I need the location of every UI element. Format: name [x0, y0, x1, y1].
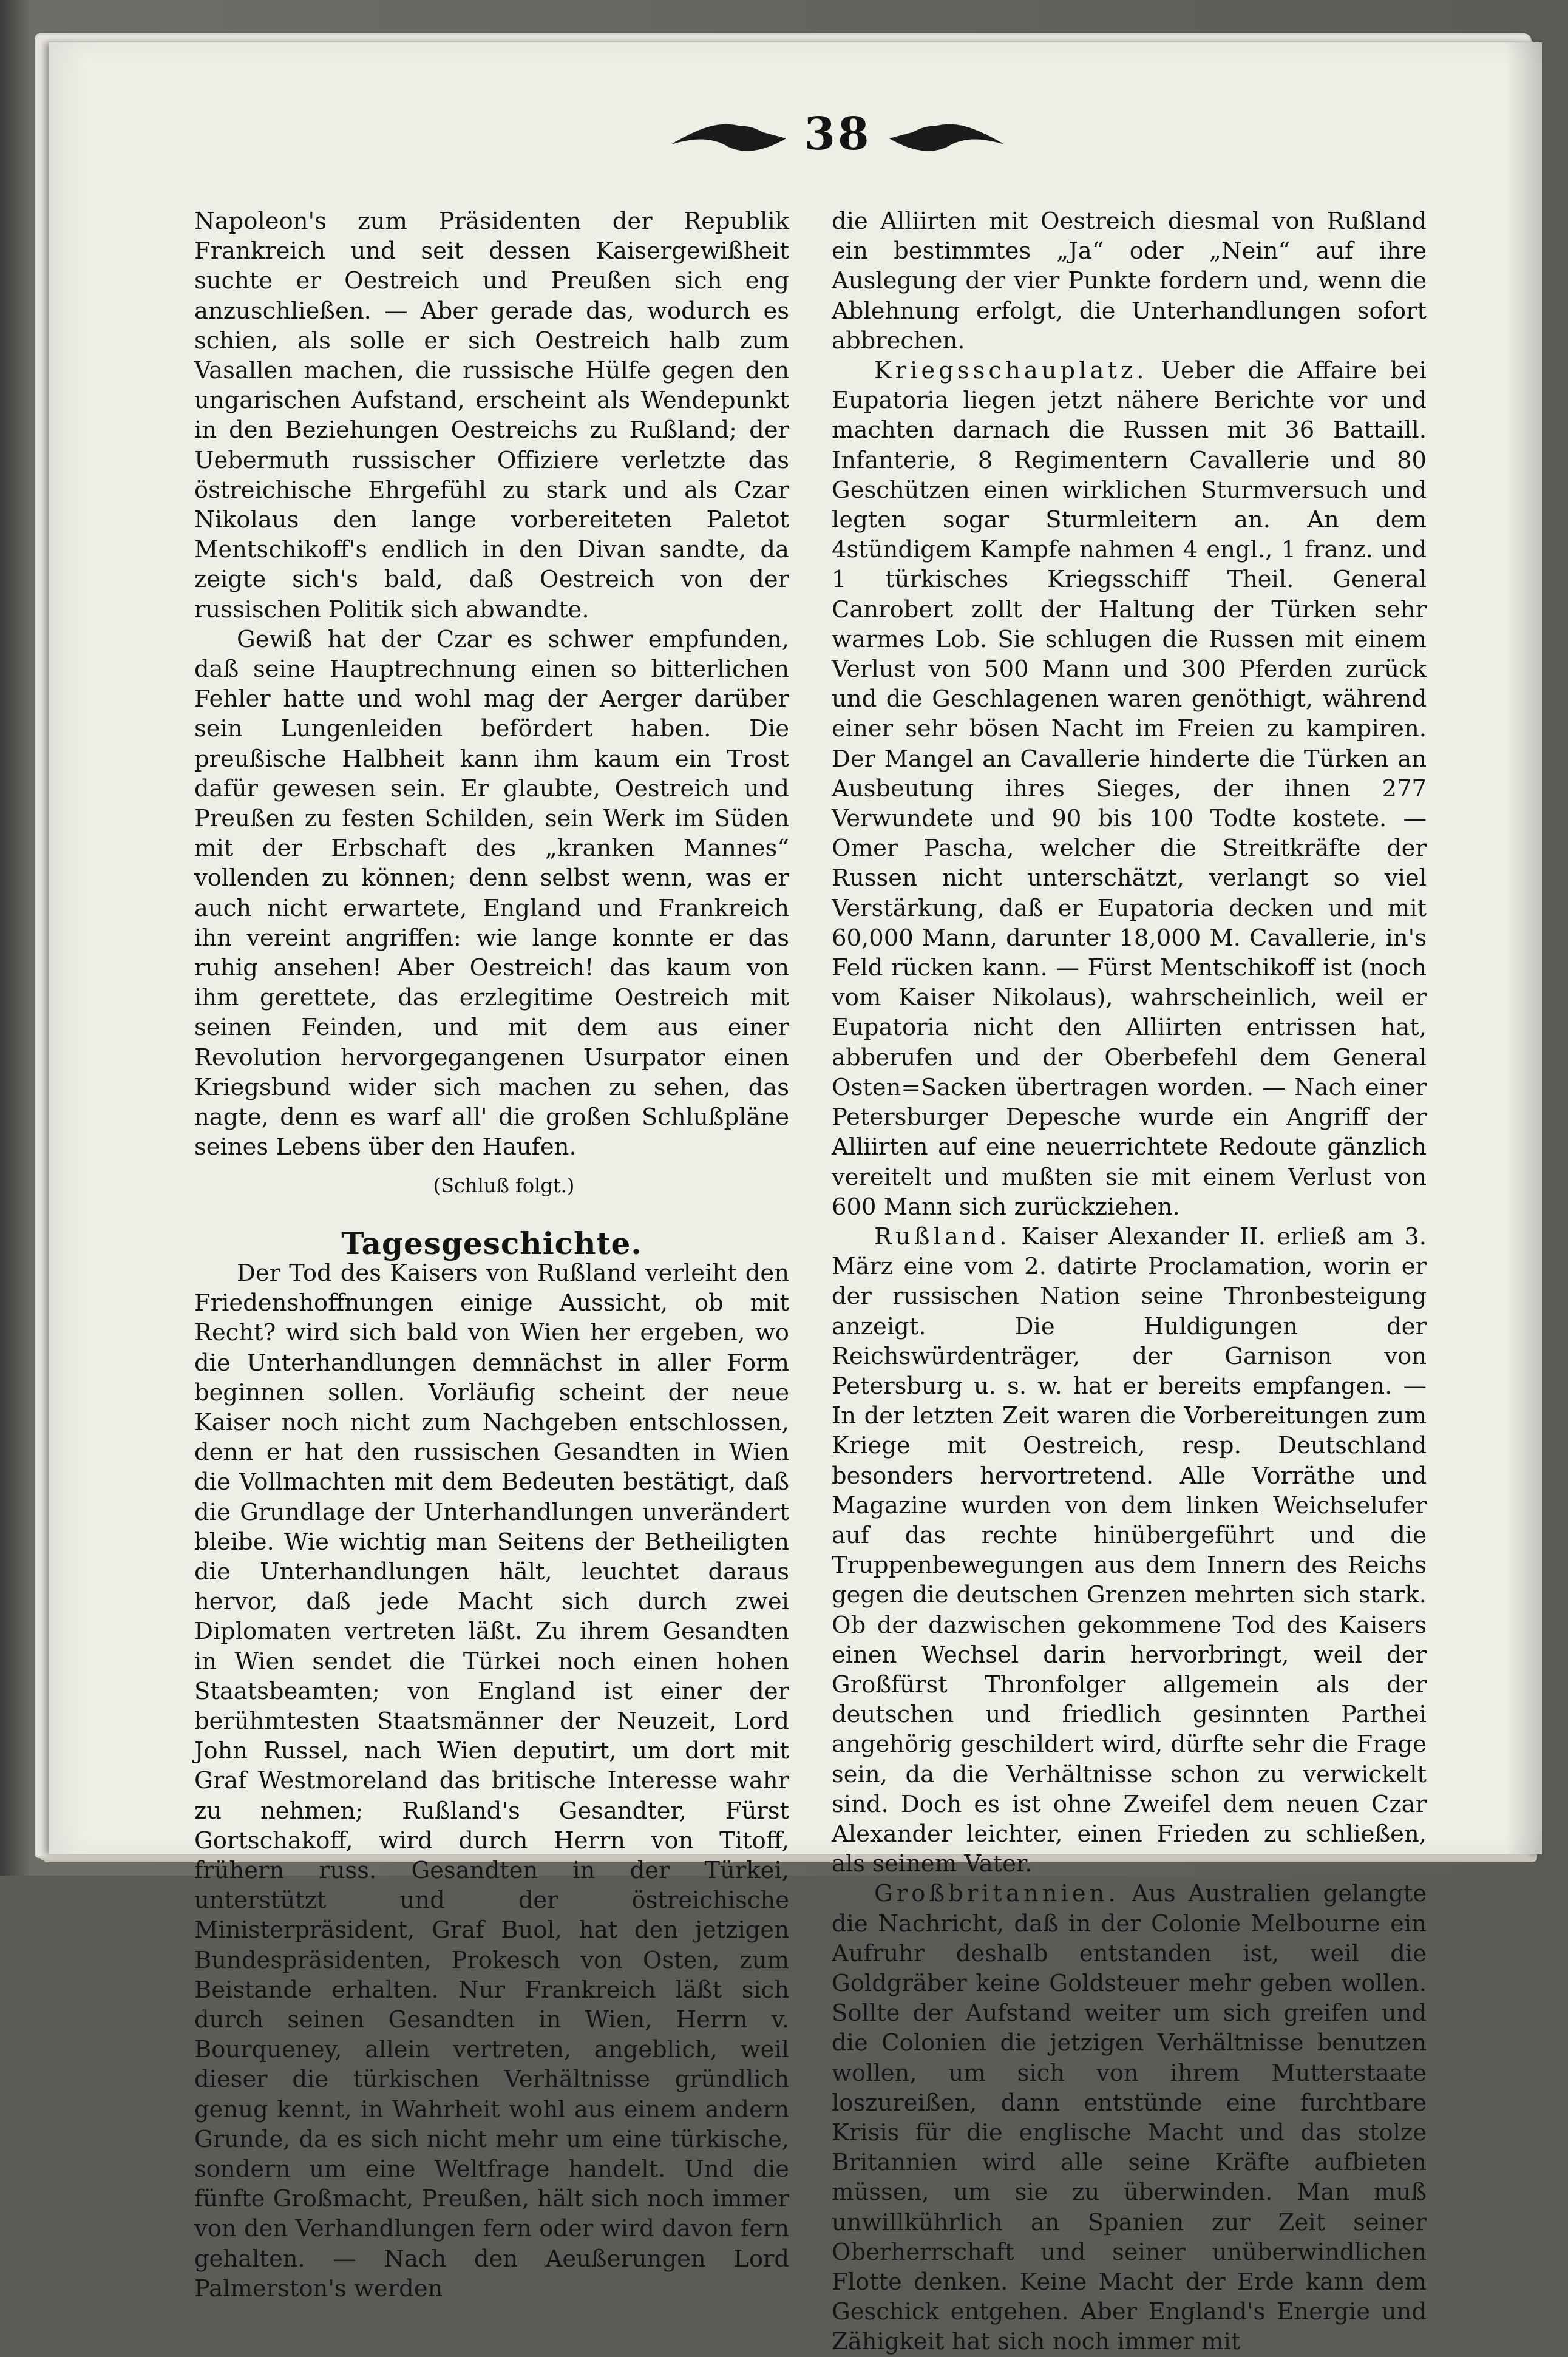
paragraph-body: Kaiser Alexander II. erließ am 3. März eine vom 2. datirte Proclamation, worin er der russischen Nation seine Thronbesteigung anzeigt. Die Huldigungen der Reichswürdenträger, der Garnison von Petersburg u. s. w. hat er bereits empfangen. — In der letzten Zeit waren die Vorbereitungen zum Kriege mit Oestreich, resp. Deutschland besonders hervortretend. Alle Vorräthe und Magazine wurden von dem linken Weichselufer auf das rechte hinübergeführt und die Truppenbewegungen aus dem Innern des Reichs gegen die deutschen Grenzen mehrten sich stark. Ob der dazwischen gekommene Tod des Kaisers einen Wechsel darin hervorbringt, weil der Großfürst Thronfolger allgemein als der deutschen und friedlich gesinnten Parthei angehörig geschildert wird, dürfte sehr die Frage sein, da die Verhältnisse schon zu verwickelt sind. Doch es ist ohne Zweifel dem neuen Czar Alexander leichter, einen Frieden zu schließen, als seinem Vater.: [832, 1223, 1427, 1878]
ornament-right-icon: [886, 120, 1008, 157]
left-paragraph-3: Der Tod des Kaisers von Rußland verleiht den Friedenshoffnungen einige Aussicht, ob mit Recht? wird sich bald von Wien her ergeben, wo die Unterhandlungen demnächst in aller Form beginnen sollen. Vorläufig scheint der neue Kaiser noch nicht zum Nachgeben entschlossen, denn er hat den russischen Gesandten in Wien die Vollmachten mit dem Bedeuten bestätigt, daß die Grundlage der Unterhandlungen unverändert bleibe. Wie wichtig man Seitens der Betheiligten die Unterhandlungen hält, leuchtet daraus hervor, daß jede Macht sich durch zwei Diplomaten vertreten läßt. Zu ihrem Gesandten in Wien sendet die Türkei noch einen hohen Staatsbeamten; von England ist einer der berühmtesten Staatsmänner der Neuzeit, Lord John Russel, nach Wien deputirt, um dort mit Graf Westmoreland das britische Interesse wahr zu nehmen; Rußland's Gesandter, Fürst Gortschakoff, wird durch Herrn von Titoff, frühern russ. Gesandten in der Türkei, unterstützt und der östreichische Ministerpräsident, Graf Buol, hat den jetzigen Bundespräsidenten, Prokesch von Osten, zum Beistande erhalten. Nur Frankreich läßt sich durch seinen Gesandten in Wien, Herrn v. Bourqueney, allein vertreten, angeblich, weil dieser die türkischen Verhältnisse gründlich genug kennt, in Wahrheit wohl aus einem andern Grunde, da es sich nicht mehr um eine türkische, sondern um eine Weltfrage handelt. Und die fünfte Großmacht, Preußen, hält sich noch immer von den Verhandlungen fern oder wird davon fern gehalten. — Nach den Aeußerungen Lord Palmerston's werden: [194, 1259, 789, 2302]
left-paragraph-2: Gewiß hat der Czar es schwer empfunden, daß seine Hauptrechnung einen so bitterlichen Fehler hatte und wohl mag der Aerger darüber sein Lungenleiden befördert haben. Die preußische Halbheit kann ihm kaum ein Trost dafür gewesen sein. Er glaubte, Oestreich und Preußen zu festen Schilden, sein Werk im Süden mit der Erbschaft des „kranken Mannes“ vollenden zu können; denn selbst wenn, was er auch nicht erwartete, England und Frankreich ihn vereint angriffen: wie lange konnte er das ruhig ansehen! Aber Oestreich! das kaum von ihm gerettete, das erzlegitime Oestreich mit seinen Feinden, und mit dem aus einer Revolution hervorgegangenen Usurpator einen Kriegsbund wider sich machen zu sehen, das nagte, denn es warf all' die großen Schlußpläne seines Lebens über den Haufen.: [194, 625, 789, 1161]
section-heading: Tagesgeschichte.: [341, 1225, 642, 1261]
paragraph-lead-grossbritannien: Großbritannien.: [874, 1880, 1119, 1908]
continued-note: (Schluß folgt.): [433, 1173, 575, 1197]
right-paragraph-1: die Alliirten mit Oestreich diesmal von Rußland ein bestimmtes „Ja“ oder „Nein“ auf ihre Auslegung der vier Punkte fordern und, wenn die Ablehnung erfolgt, die Unterhandlungen sofort abbrechen.: [832, 208, 1427, 354]
paragraph-lead-russland: Rußland.: [874, 1223, 1011, 1250]
right-paragraph-4: [832, 1879, 1427, 2356]
gutter-shadow: [1505, 42, 1542, 1854]
paragraph-lead-kriegsschauplatz: Kriegsschauplatz.: [874, 357, 1148, 385]
paragraph-body: Aus Australien gelangte die Nachricht, daß in der Colonie Melbourne ein Aufruhr deshalb entstanden ist, weil die Goldgräber keine Goldsteuer mehr geben wollen. Sollte der Aufstand weiter um sich greifen und die Colonien die jetzigen Verhältnisse benutzen wollen, um sich von ihrem Mutterstaate loszureißen, dann entstünde eine furchtbare Krisis für die englische Macht und das stolze Britannien wird alle seine Kräfte aufbieten müssen, um sie zu überwinden. Man muß unwillkührlich an Spanien zur Zeit seiner Oberherrschaft und seiner unüberwindlichen Flotte denken. Keine Macht der Erde kann dem Geschick entgehen. Aber England's Energie und Zähigkeit hat sich noch immer mit: [832, 1880, 1427, 2356]
right-paragraph-3: [832, 1222, 1427, 1879]
page-header: [668, 103, 1008, 170]
paragraph-body: Ueber die Affaire bei Eupatoria liegen jetzt nähere Berichte vor und machten darnach die Russen mit 36 Battaill. Infanterie, 8 Regimentern Cavallerie und 80 Geschützen einen wirklichen Sturmversuch und legten sogar Sturmleitern an. An dem 4stündigem Kampfe nahmen 4 engl., 1 franz. und 1 türkisches Kriegsschiff Theil. General Canrobert zollt der Haltung der Türken sehr warmes Lob. Sie schlugen die Russen mit einem Verlust von 500 Mann und 300 Pferden zurück und die Geschlagenen waren genöthigt, während einer sehr bösen Nacht im Freien zu kampiren. Der Mangel an Cavallerie hinderte die Türken an Ausbeutung ihres Sieges, der ihnen 277 Verwundete und 90 bis 100 Todte kostete. — Omer Pascha, welcher die Streitkräfte der Russen nicht unterschätzt, verlangt so viel Verstärkung, daß er Eupatoria decken und mit 60,000 Mann, darunter 18,000 M. Cavallerie, in's Feld rücken kann. — Fürst Mentschikoff ist (noch vom Kaiser Nikolaus), wahrscheinlich, weil er Eupatoria nicht den Alliirten entrissen hat, abberufen und der Oberbefehl dem General Osten=Sacken übertragen worden. — Nach einer Petersburger Depesche wurde ein Angriff der Alliirten auf eine neuerrichtete Redoute gänzlich vereitelt und mußten sie mit einem Verlust von 600 Mann sich zurückziehen.: [832, 357, 1427, 1221]
right-column: [832, 206, 1427, 2356]
left-paragraph-1: Napoleon's zum Präsidenten der Republik Frankreich und seit dessen Kaisergewißheit suchte er Oestreich und Preußen sich eng anzuschließen. — Aber gerade das, wodurch es schien, als solle er sich Oestreich halb zum Vasallen machen, die russische Hülfe gegen den ungarischen Aufstand, erscheint als Wendepunkt in den Beziehungen Oestreichs zu Rußland; der Uebermuth russischer Offiziere verletzte das östreichische Ehrgefühl zu stark und als Czar Nikolaus den lange vorbereiteten Paletot Mentschikoff's endlich in den Divan sandte, da zeigte sich's bald, daß Oestreich von der russischen Politik sich abwandte.: [194, 208, 789, 623]
book-page: [49, 42, 1542, 2356]
page-number: 38: [804, 108, 872, 160]
left-column: [194, 206, 789, 2302]
right-paragraph-2: [832, 356, 1427, 1222]
